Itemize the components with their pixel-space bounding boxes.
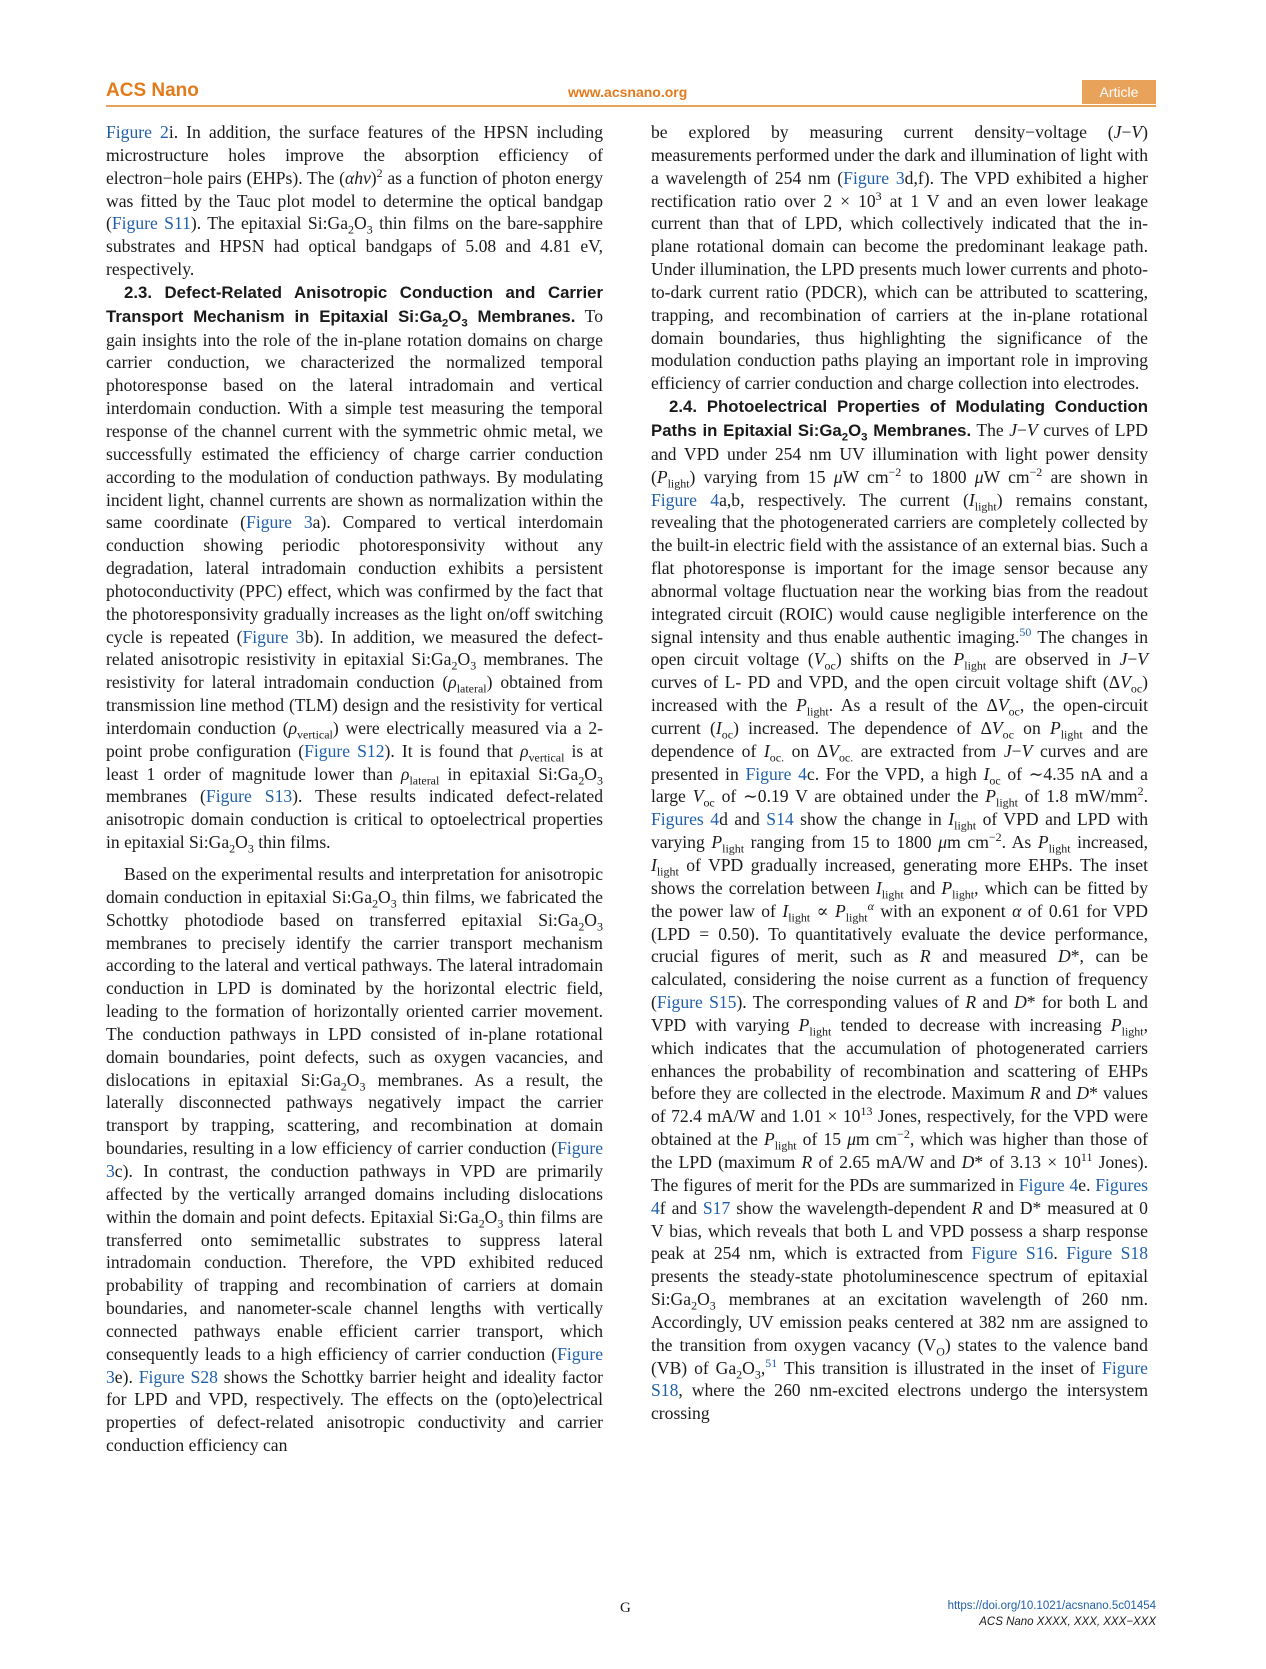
figure-link[interactable]: Figure S18: [651, 1357, 1148, 1401]
right-column: [651, 121, 1148, 1425]
section-heading: 2.4. Photoelectrical Properties of Modulating Conduction Paths in Epitaxial $Si:Ga_2O_3$ Membranes.: [651, 397, 1148, 444]
figure-link[interactable]: Figure S18: [1066, 1243, 1149, 1264]
figure-link[interactable]: Figure 3: [246, 512, 313, 533]
figure-link[interactable]: Figure 4: [1018, 1174, 1079, 1195]
figure-link[interactable]: Figure S12: [304, 740, 385, 761]
paragraph: Figure 2i. In addition, the surface features of the HPSN including microstructure holes improve the absorption efficiency of electron−hole pairs (EHPs). The $(\alpha h\nu)^2$ as a function of photon energy was fitted by the Tauc plot model to determine the optical bandgap (Figure S11). The epitaxial $Si:Ga_2O_3$ thin films on the bare-sapphire substrates and HPSN had optical bandgaps of 5.08 and 4.81 eV, respectively.: [106, 122, 603, 280]
figure-link[interactable]: S14: [766, 809, 794, 830]
article-type-badge: Article: [1082, 80, 1156, 104]
figure-link[interactable]: Figures 4: [651, 809, 720, 830]
figure-link[interactable]: Figure S13: [205, 786, 293, 807]
paragraph: 2.3. Defect-Related Anisotropic Conduction and Carrier Transport Mechanism in Epitaxial $Si:Ga_2O_3$ Membranes. To gain insights into the role of the in-plane rotation domains on charge carrier conduction, we characterized the normalized temporal photoresponse based on the lateral intradomain and vertical interdomain conduction. With a simple test measuring the temporal response of the channel current with the symmetric ohmic metal, we successfully estimated the efficiency of charge carrier conduction according to the modulation of conduction pathways. By modulating incident light, channel currents are shown as normalization within the same coordinate (Figure 3a). Compared to vertical interdomain conduction showing periodic photoresponsivity without any degradation, lateral intradomain conduction exhibits a persistent photoconductivity (PPC) effect, which was confirmed by the fact that the photoresponsivity gradually increases as the light on/off switching cycle is repeated (Figure 3b). In addition, we measured the defect-related anisotropic resistivity in epitaxial $Si:Ga_2O_3$ membranes. The resistivity for lateral intradomain conduction $(\rho_{lateral})$ obtained from transmission line method (TLM) design and the resistivity for vertical interdomain conduction $(\rho_{vertical})$ were electrically measured via a 2-point probe configuration (Figure S12). It is found that $\rho_{vertical}$ is at least 1 order of magnitude lower than $\rho_{lateral}$ in epitaxial $Si:Ga_2O_3$ membranes (Figure S13). These results indicated defect-related anisotropic domain conduction is critical to optoelectrical properties in epitaxial $Si:Ga_2O_3$ thin films.: [106, 282, 604, 856]
journal-website[interactable]: www.acsnano.org: [568, 84, 688, 100]
figure-link[interactable]: Figure 3: [106, 1138, 603, 1181]
page-header: [106, 80, 1156, 106]
doi-link[interactable]: https://doi.org/10.1021/acsnano.5c01454: [947, 1600, 1156, 1612]
figure-link[interactable]: Figure S11: [111, 213, 191, 234]
section-heading: 2.3. Defect-Related Anisotropic Conduction and Carrier Transport Mechanism in Epitaxial $Si:Ga_2O_3$ Membranes.: [106, 282, 603, 330]
figure-link[interactable]: Figure 2: [106, 122, 169, 142]
citation-line: ACS Nano XXXX, XXX, XXX−XXX: [979, 1616, 1156, 1628]
figure-link[interactable]: Figure S16: [971, 1243, 1054, 1264]
paragraph: be explored by measuring current density−voltage (J−V) measurements performed under the dark and illumination of light with a wavelength of 254 nm (Figure 3d,f). The VPD exhibited a higher rectification ratio over $2 \times 10^3$ at 1 V and an even lower leakage current than that of LPD, which collectively indicated that the in-plane rotational domain can become the predominant leakage path. Under illumination, the LPD presents much lower currents and photo-to-dark current ratio (PDCR), which can be attributed to scattering, trapping, and recombination of carriers at the in-plane rotational domain boundaries, thus highlighting the significance of the modulation conduction paths playing an important role in improving efficiency of carrier conduction and charge collection into electrodes.: [651, 122, 1148, 394]
paragraph: 2.4. Photoelectrical Properties of Modulating Conduction Paths in Epitaxial $Si:Ga_2O_3$ Membranes. The J−V curves of LPD and VPD under 254 nm UV illumination with light power density $(P_{light})$ varying from 15 μW $cm^{-2}$ to 1800 μW $cm^{-2}$ are shown in Figure 4a,b, respectively. The current $(I_{light})$ remains constant, revealing that the photogenerated carriers are completely collected by the built-in electric field with the assistance of an external bias. Such a flat photoresponse is important for the image sensor because any abnormal voltage fluctuation near the working bias from the readout integrated circuit (ROIC) would cause negligible interference on the signal intensity and thus enable authentic imaging.$^{50}$ The changes in open circuit voltage $(V_{oc})$ shifts on the $P_{light}$ are observed in J−V curves of L- PD and VPD, and the open circuit voltage shift $(\Delta V_{oc})$ increased with the $P_{light}$. As a result of the $\Delta V_{oc}$, the open-circuit current $(I_{oc})$ increased. The dependence of $\Delta V_{oc}$ on $P_{light}$ and the dependence of $I_{oc.}$ on $\Delta V_{oc.}$ are extracted from J−V curves and are presented in Figure 4c. For the VPD, a high $I_{oc}$ of ∼4.35 nA and a large $V_{oc}$ of ∼0.19 V are obtained under the $P_{light}$ of 1.8 $mW/mm^2$. Figures 4d and S14 show the change in $I_{light}$ of VPD and LPD with varying $P_{light}$ ranging from 15 to 1800 μm $cm^{-2}$. As $P_{light}$ increased, $I_{light}$ of VPD gradually increased, generating more EHPs. The inset shows the correlation between $I_{light}$ and $P_{light}$, which can be fitted by the power law of $I_{light} \propto P_{light}^\alpha$ with an exponent α of 0.61 for VPD (LPD = 0.50). To quantitatively evaluate the device performance, crucial figures of merit, such as R and measured D*, can be calculated, considering the noise current as a function of frequency (Figure S15). The corresponding values of R and D* for both L and VPD with varying $P_{light}$ tended to decrease with increasing $P_{light}$, which indicates that the accumulation of photogenerated carriers enhances the probability of recombination and scattering of EHPs before they are collected in the electrode. Maximum R and D* values of 72.4 mA/W and $1.01 \times 10^{13}$ Jones, respectively, for the VPD were obtained at the $P_{light}$ of 15 μm $cm^{-2}$, which was higher than those of the LPD (maximum R of 2.65 mA/W and D* of $3.13 \times 10^{11}$ Jones). The figures of merit for the PDs are summarized in Figure 4e. Figures 4f and S17 show the wavelength-dependent R and D* measured at 0 V bias, which reveals that both L and VPD possess a sharp response peak at 254 nm, which is extracted from Figure S16. Figure S18 presents the steady-state photoluminescence spectrum of epitaxial $Si:Ga_2O_3$ membranes at an excitation wavelength of 260 nm. Accordingly, UV emission peaks centered at 382 nm are assigned to the transition from oxygen vacancy $(V_O)$ states to the valence band (VB) of $Ga_2O_3,^{51}$ This transition is illustrated in the inset of Figure S18, where the 260 nm-excited electrons undergo the intersystem crossing: [651, 397, 1149, 1424]
figure-link[interactable]: Figure S15: [656, 992, 737, 1013]
figure-link[interactable]: S17: [702, 1197, 731, 1218]
paragraph: Based on the experimental results and interpretation for anisotropic domain conduction in epitaxial $Si:Ga_2O_3$ thin films, we fabricated the Schottky photodiode based on transferred epitaxial $Si:Ga_2O_3$ membranes to precisely identify the carrier transport mechanism according to the lateral and vertical pathways. The lateral intradomain conduction in LPD is dominated by the horizontal electric field, leading to the formation of horizontally oriented carrier movement. The conduction pathways in LPD consisted of in-plane rotational domain boundaries, point defects, such as oxygen vacancies, and dislocations in epitaxial $Si:Ga_2O_3$ membranes. As a result, the laterally disconnected pathways negatively impact the carrier transport by trapping, scattering, and recombination at domain boundaries, resulting in a low efficiency of carrier conduction (Figure 3c). In contrast, the conduction pathways in VPD are primarily affected by the vertically arranged domains including dislocations within the domain and point defects. Epitaxial $Si:Ga_2O_3$ thin films are transferred onto semimetallic substrates to suppress lateral intradomain conduction. Therefore, the VPD exhibited reduced probability of trapping and recombination of carriers at domain boundaries, and nanometer-scale channel lengths with vertically connected pathways enable efficient carrier transport, which consequently leads to a high efficiency of carrier conduction (Figure 3e). Figure S28 shows the Schottky barrier height and ideality factor for LPD and VPD, respectively. The effects on the (opto)electrical properties of defect-related anisotropic conductivity and carrier conduction efficiency can: [106, 864, 603, 1456]
page-number: G: [620, 1600, 631, 1616]
figure-link[interactable]: Figures 4: [651, 1174, 1148, 1218]
left-column: [106, 121, 603, 1457]
figure-link[interactable]: Figure 3: [843, 167, 905, 188]
header-rule: [106, 105, 1156, 107]
figure-link[interactable]: Figure 4: [745, 763, 807, 784]
figure-link[interactable]: Figure 3: [106, 1343, 603, 1387]
figure-link[interactable]: Figure S28: [138, 1366, 218, 1387]
journal-name: ACS Nano: [106, 80, 199, 101]
figure-link[interactable]: Figure 3: [242, 626, 305, 647]
figure-link[interactable]: Figure 4: [651, 489, 720, 510]
